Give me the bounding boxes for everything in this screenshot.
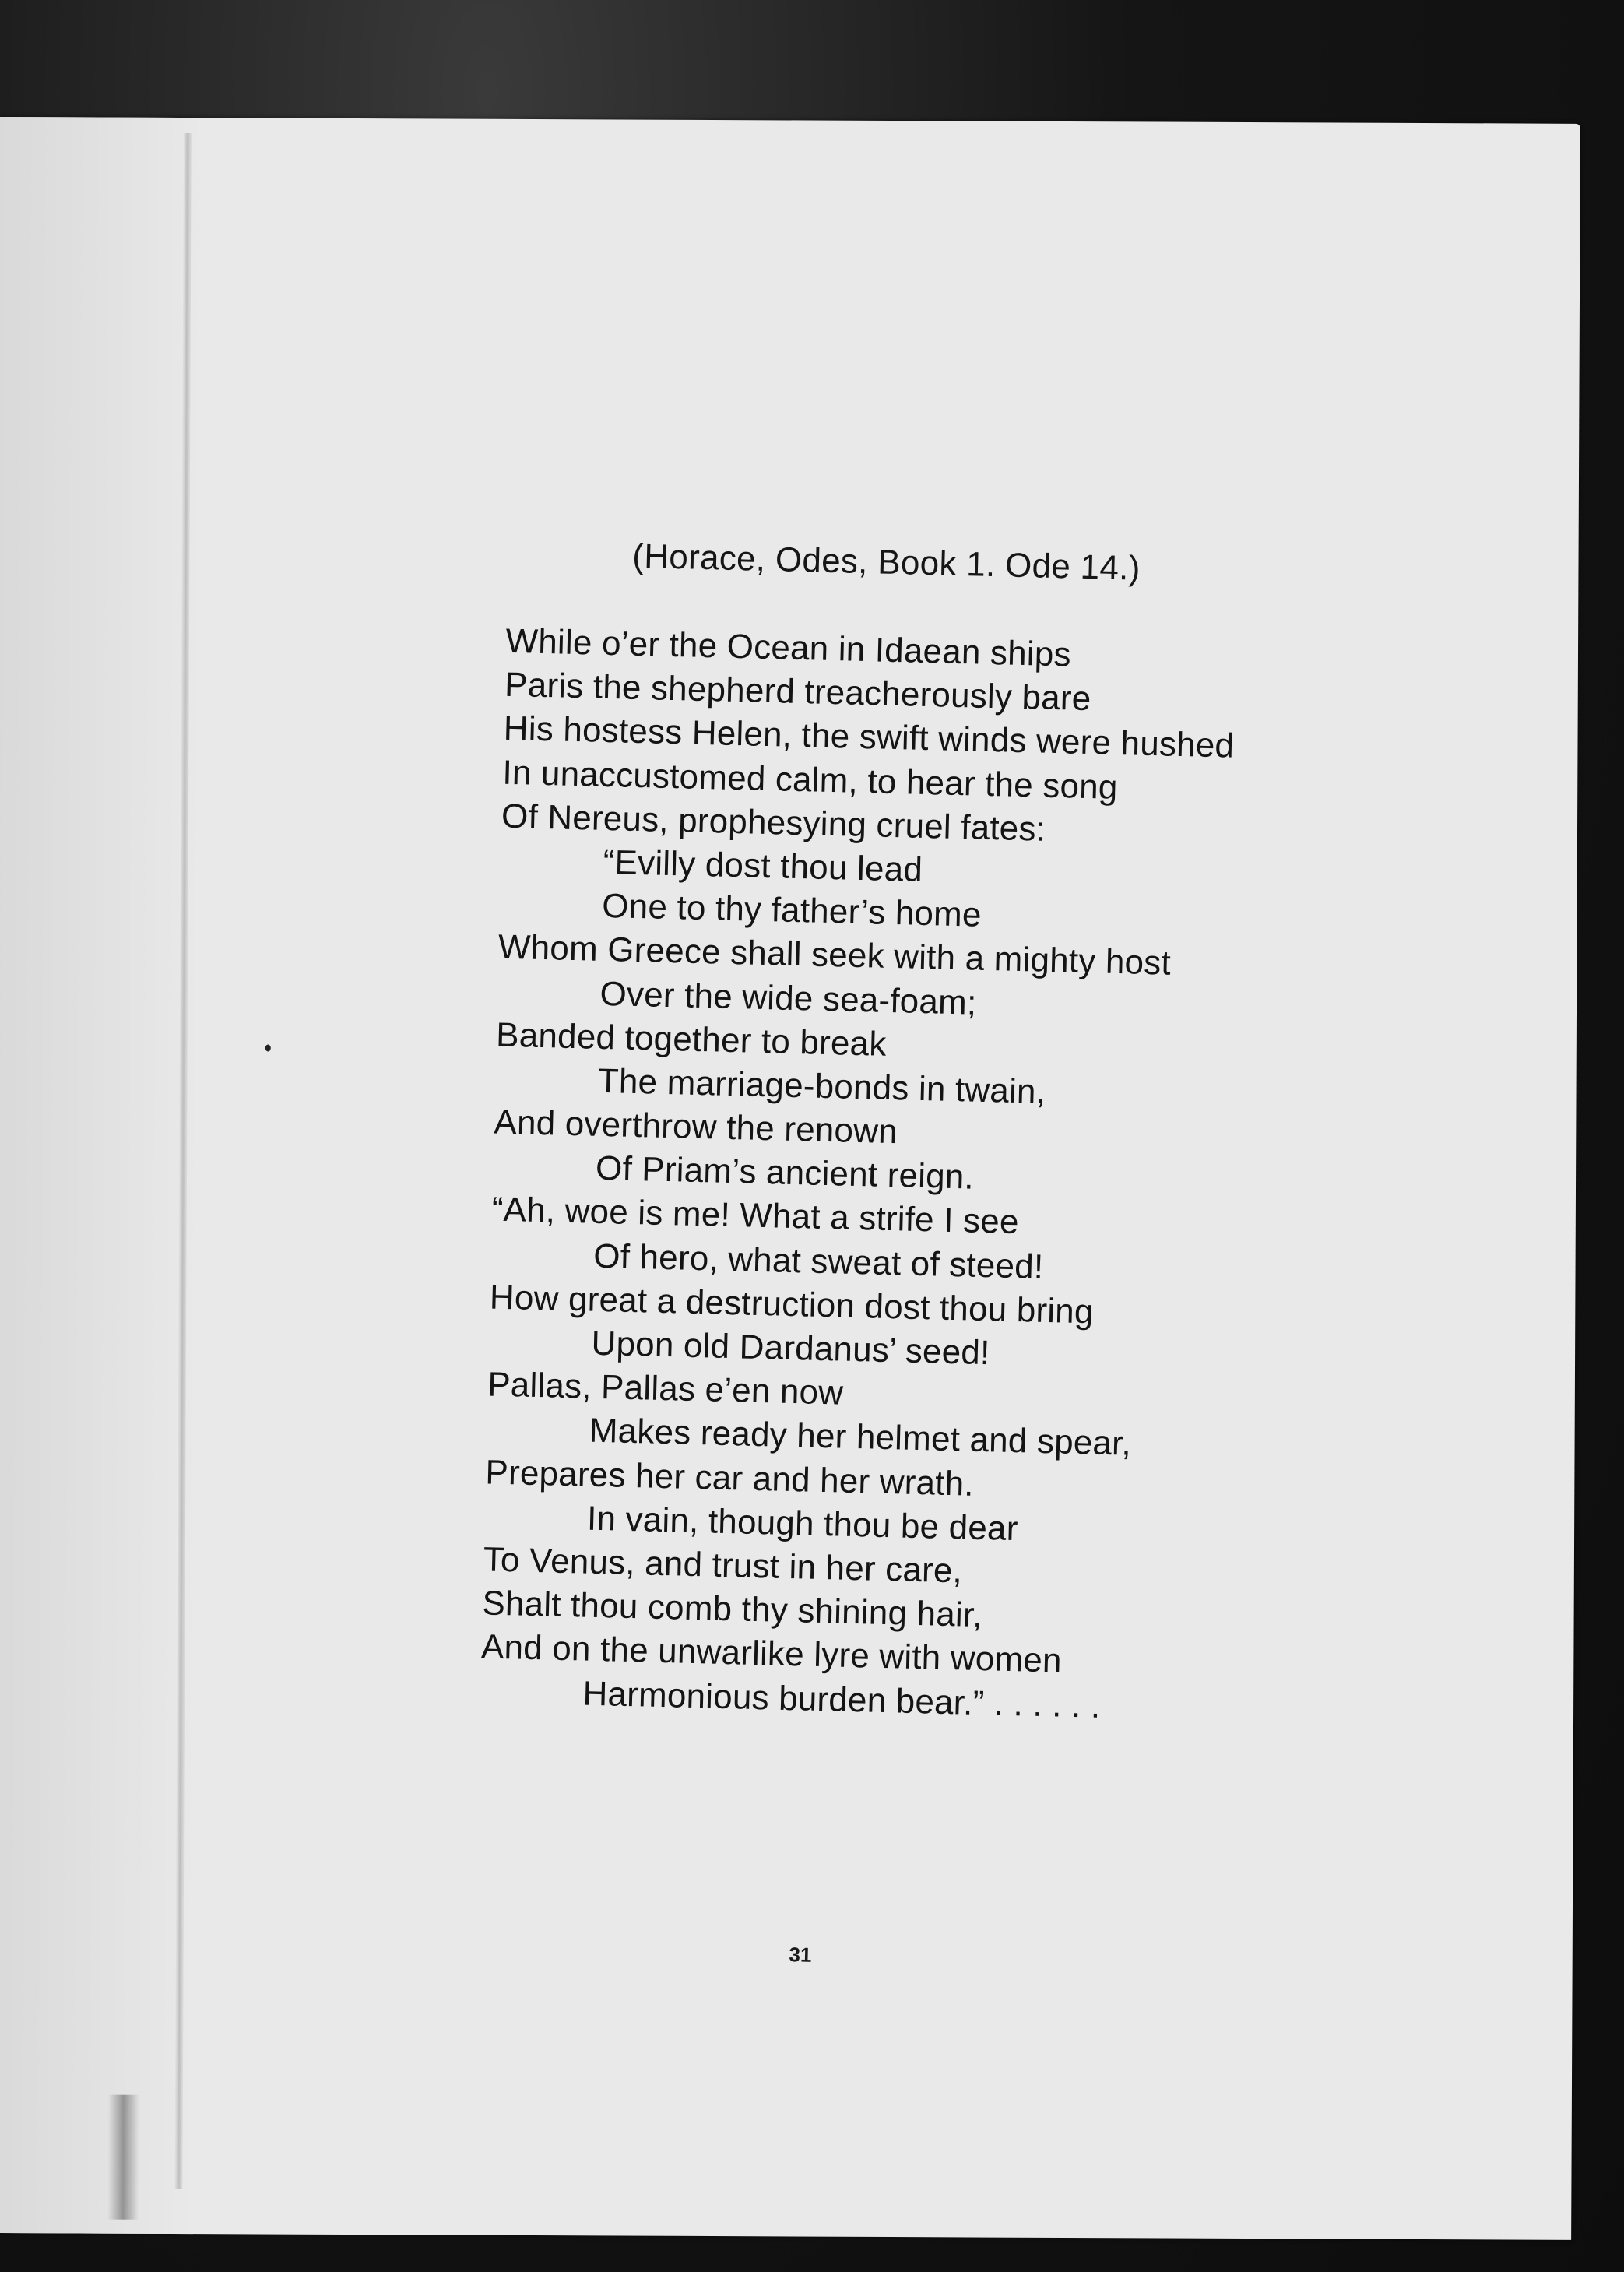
poem-line: Over the wide sea-foam; xyxy=(599,974,977,1022)
poem-line: In vain, though thou be dear xyxy=(586,1499,1019,1548)
poem-line: And on the unwarlike lyre with women xyxy=(480,1627,1063,1680)
poem-heading: (Horace, Odes, Book 1. Ode 14.) xyxy=(631,536,1141,588)
page-content xyxy=(0,101,1601,2256)
poem-line: The marriage-bonds in twain, xyxy=(597,1061,1046,1111)
poem-line: In unaccustomed calm, to hear the song xyxy=(501,753,1119,807)
poem-line: “Evilly dost thou lead xyxy=(603,842,923,889)
poem-line: Prepares her car and her wrath. xyxy=(484,1452,975,1504)
poem-line: While o’er the Ocean in Idaean ships xyxy=(505,621,1072,674)
poem-line: Of Nereus, prophesying cruel fates: xyxy=(501,797,1046,849)
poem-line: Makes ready her helmet and spear, xyxy=(589,1412,1132,1464)
book-page xyxy=(0,117,1580,2240)
page-number: 31 xyxy=(789,1943,812,1967)
poem-line: Banded together to break xyxy=(495,1015,888,1064)
poem-line: Of hero, what sweat of steed! xyxy=(592,1236,1044,1286)
poem-line: And overthrow the renown xyxy=(493,1103,898,1152)
poem-line: Upon old Dardanus’ seed! xyxy=(591,1324,991,1373)
poem-line: “Ah, woe is me! What a strife I see xyxy=(491,1190,1020,1242)
poem-line: Paris the shepherd treacherously bare xyxy=(504,665,1092,719)
poem-line: Whom Greece shall seek with a mighty host xyxy=(497,927,1172,983)
poem-line: His hostess Helen, the swift winds were hushed xyxy=(503,709,1235,766)
poem-line: Shalt thou comb thy shining hair, xyxy=(481,1584,983,1635)
poem-line: Of Priam’s ancient reign. xyxy=(595,1149,975,1197)
poem-line: Harmonious burden bear.” . . . . . . xyxy=(582,1674,1102,1725)
poem-line: One to thy father’s home xyxy=(601,886,982,934)
poem-line: To Venus, and trust in her care, xyxy=(483,1540,963,1591)
poem-line: Pallas, Pallas e’en now xyxy=(487,1365,844,1412)
poem-line: How great a destruction dost thou bring xyxy=(489,1278,1095,1331)
poem-body xyxy=(480,620,1237,1731)
